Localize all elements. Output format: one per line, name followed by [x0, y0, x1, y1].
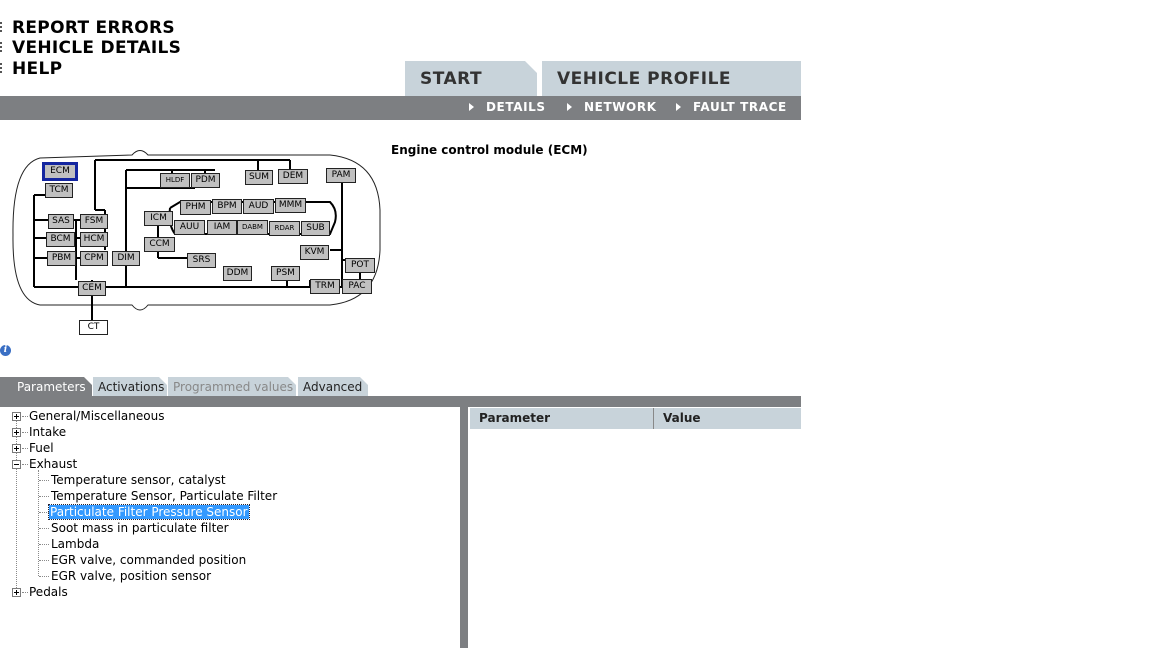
nav-bar [0, 96, 801, 120]
nav-network[interactable] [567, 100, 657, 114]
tree-leaf-label: Soot mass in particulate filter [51, 521, 229, 535]
tree-connector [39, 544, 49, 545]
expand-icon[interactable] [12, 428, 21, 437]
module-tcm[interactable]: TCM [45, 183, 73, 198]
nav-details-label: DETAILS [486, 100, 546, 114]
tab-programmed-values-label: Programmed values [173, 380, 294, 394]
module-ddm[interactable]: DDM [223, 266, 252, 281]
tree-connector [39, 512, 49, 513]
expand-icon[interactable] [12, 444, 21, 453]
nav-fault-trace-label: FAULT TRACE [693, 100, 787, 114]
module-ct[interactable]: CT [79, 320, 108, 335]
column-header-parameter[interactable]: Parameter [470, 408, 654, 429]
tree-item-label: Intake [29, 425, 67, 439]
module-dim[interactable]: DIM [112, 251, 140, 266]
tree-item-label: Fuel [29, 441, 54, 455]
tree-leaf-egr-commanded[interactable] [51, 553, 246, 567]
tree-connector [39, 576, 49, 577]
module-pdm[interactable]: PDM [191, 173, 220, 188]
tree-item-fuel[interactable] [29, 441, 54, 455]
tree-leaf-label-selected: Particulate Filter Pressure Sensor [50, 505, 248, 519]
collapse-icon[interactable] [12, 460, 21, 469]
tab-advanced[interactable] [298, 377, 368, 396]
module-iam[interactable]: IAM [207, 220, 237, 235]
tree-leaf-lambda[interactable] [51, 537, 99, 551]
module-ccm[interactable]: CCM [144, 237, 175, 252]
tab-corner [84, 377, 92, 385]
module-hcm[interactable]: HCM [80, 232, 108, 247]
tab-programmed-values[interactable] [168, 377, 296, 396]
module-bpm[interactable]: BPM [212, 199, 242, 214]
tree-leaf-pressure-sensor[interactable] [49, 505, 249, 519]
tree-leaf-temp-catalyst[interactable] [51, 473, 226, 487]
module-rdar[interactable]: RDAR [269, 221, 300, 236]
tree-leaf-label: Lambda [51, 537, 100, 551]
module-dem[interactable]: DEM [278, 169, 308, 184]
column-divider[interactable] [653, 408, 654, 429]
tree-item-general[interactable] [29, 409, 164, 423]
module-aud[interactable]: AUD [243, 199, 274, 214]
module-cpm[interactable]: CPM [80, 251, 108, 266]
tree-leaf-label: Temperature sensor, catalyst [51, 473, 226, 487]
menu-grip [0, 22, 2, 34]
module-ecm[interactable]: ECM [42, 162, 78, 181]
tree-connector [39, 480, 49, 481]
tree-connector [39, 496, 49, 497]
expand-icon[interactable] [12, 588, 21, 597]
tab-corner [360, 377, 368, 385]
nav-details[interactable] [469, 100, 546, 114]
module-sas[interactable]: SAS [48, 214, 74, 229]
module-kvm[interactable]: KVM [300, 245, 329, 260]
module-pam[interactable]: PAM [326, 168, 356, 183]
module-fsm[interactable]: FSM [80, 214, 108, 229]
module-bcm[interactable]: BCM [46, 232, 75, 247]
tree-connector [22, 416, 28, 417]
tree-connector [39, 528, 49, 529]
tree-leaf-soot-mass[interactable] [51, 521, 229, 535]
info-icon[interactable]: i [0, 345, 11, 356]
tab-advanced-label: Advanced [303, 380, 363, 394]
module-pbm[interactable]: PBM [47, 251, 76, 266]
module-srs[interactable]: SRS [187, 253, 216, 268]
menu-vehicle-details[interactable]: VEHICLE DETAILS [12, 38, 182, 58]
panel-header-bar [0, 396, 801, 407]
module-dabm[interactable]: DABM [237, 220, 268, 235]
tree-connector [22, 432, 28, 433]
tab-parameters-label: Parameters [17, 380, 86, 394]
tab-start-label: START [420, 69, 483, 89]
pane-splitter[interactable] [460, 407, 468, 648]
tree-item-pedals[interactable] [29, 585, 68, 599]
module-hldf[interactable]: HLDF [160, 173, 190, 188]
module-phm[interactable]: PHM [180, 200, 211, 215]
tree-connector [39, 560, 49, 561]
tree-item-intake[interactable] [29, 425, 66, 439]
nav-fault-trace[interactable] [676, 100, 787, 114]
module-sub[interactable]: SUB [301, 221, 330, 236]
tab-corner [525, 61, 537, 73]
tab-vehicle-profile[interactable] [542, 61, 801, 96]
tree-leaf-temp-particulate[interactable] [51, 489, 277, 503]
tab-vehicle-profile-label: VEHICLE PROFILE [557, 69, 732, 89]
tree-connector [22, 464, 28, 465]
tree-item-label: Pedals [29, 585, 68, 599]
menu-report-errors[interactable]: REPORT ERRORS [12, 18, 175, 38]
menu-grip [0, 42, 2, 54]
tree-item-label: General/Miscellaneous [29, 409, 165, 423]
module-auu[interactable]: AUU [174, 220, 205, 235]
tree-item-label: Exhaust [29, 457, 78, 471]
module-icm[interactable]: ICM [144, 211, 173, 226]
arrow-right-icon [567, 103, 572, 111]
module-psm[interactable]: PSM [271, 266, 300, 281]
module-pac[interactable]: PAC [342, 279, 372, 294]
menu-help[interactable]: HELP [12, 59, 63, 79]
module-mmm[interactable]: MMM [275, 198, 306, 213]
module-sum[interactable]: SUM [245, 170, 273, 185]
tab-parameters[interactable] [0, 377, 92, 396]
tree-connector [22, 448, 28, 449]
tab-start[interactable] [405, 61, 537, 96]
tab-activations[interactable] [93, 377, 167, 396]
module-trm[interactable]: TRM [310, 279, 340, 294]
arrow-right-icon [676, 103, 681, 111]
tab-corner [159, 377, 167, 385]
tree-connector [22, 592, 28, 593]
module-title: Engine control module (ECM) [391, 143, 588, 157]
menu-grip [0, 63, 2, 75]
nav-network-label: NETWORK [584, 100, 657, 114]
tree-leaf-egr-sensor[interactable] [51, 569, 211, 583]
column-header-value[interactable]: Value [654, 408, 801, 429]
tree-leaf-label: EGR valve, commanded position [51, 553, 247, 567]
module-pot[interactable]: POT [345, 258, 375, 273]
tab-corner [288, 377, 296, 385]
expand-icon[interactable] [12, 412, 21, 421]
tab-activations-label: Activations [98, 380, 165, 394]
tree-leaf-label: Temperature Sensor, Particulate Filter [51, 489, 278, 503]
tree-item-exhaust[interactable] [29, 457, 77, 471]
module-cem[interactable]: CEM [78, 281, 106, 296]
arrow-right-icon [469, 103, 474, 111]
tree-leaf-label: EGR valve, position sensor [51, 569, 212, 583]
